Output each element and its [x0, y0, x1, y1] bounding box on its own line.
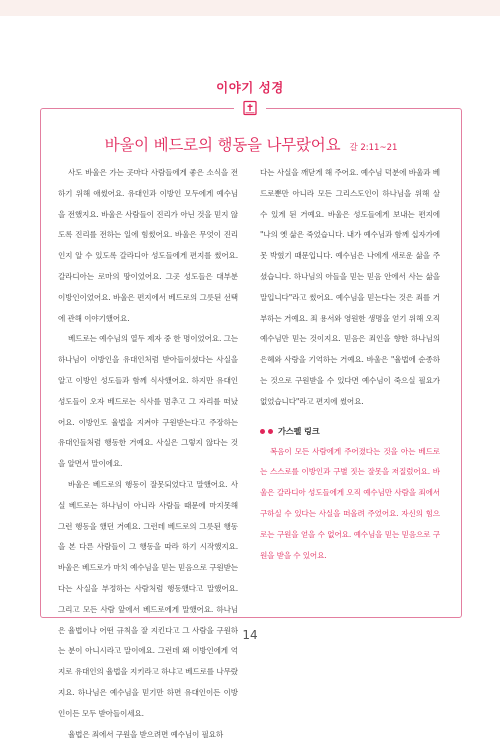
section-title: 이야기 성경: [216, 80, 284, 95]
bible-book-icon: [242, 100, 258, 116]
right-text-column: [260, 163, 440, 566]
bullet-dot-icon: [260, 429, 265, 434]
bullet-dot-icon: [268, 429, 273, 434]
story-title-text: 바울이 베드로의 행동을 나무랐어요: [104, 136, 341, 154]
story-paragraph: 베드로는 예수님의 열두 제자 중 한 명이었어요. 그는 하나님이 이방인을 유대인처럼 받아들이셨다는 사실을 알고 이방인 성도들과 함께 식사했어요. 하지만 유대인 성도들이 오자 베드로는 식사를 멈추고 그 자리를 떠났어요. 이방인도 율법을 지켜야 구원받는다고 주장하는 유대인들처럼 행동한 거예요. 사실은 그렇지 않다는 것을 알면서 말이에요.: [58, 334, 238, 469]
story-paragraph: 율법은 죄에서 구원을 받으려면 예수님이 필요하: [68, 729, 224, 739]
left-text-column: [58, 163, 238, 745]
gospel-link-heading: [260, 421, 440, 442]
scripture-reference: 갈 2:11~21: [349, 143, 398, 153]
story-paragraph: 사도 바울은 가는 곳마다 사람들에게 좋은 소식을 전하기 위해 애썼어요. 유대인과 이방인 모두에게 예수님을 전했지요. 바울은 사람들이 진리가 아닌 것을 믿지 않도록 진리를 전하는 일에 힘썼어요. 바울은 무엇이 진리인지 알 수 있도록 갈라디아 성도들에게 편지를 썼어요. 갈라디아는 로마의 땅이었어요. 그곳 성도들은 대부분 이방인이었어요. 바울은 편지에서 베드로의 그릇된 선택에 관해 이야기했어요.: [58, 168, 238, 323]
top-decorative-strip: [0, 0, 500, 16]
page-number: 14: [242, 628, 258, 642]
gospel-link-heading-text: 가스펠 링크: [278, 425, 320, 436]
gospel-link-text: 복음이 모든 사람에게 주어졌다는 것을 아는 베드로는 스스로를 이방인과 구별 짓는 잘못을 저질렀어요. 바울은 갈라디아 성도들에게 오직 예수님만 사람을 죄에서 구하실 수 있다는 사실을 떠올려 주었어요. 자신의 힘으로는 구원을 얻을 수 없어요. 예수님을 믿는 믿음으로 구원을 받을 수 있어요.: [260, 446, 440, 560]
story-title: [40, 133, 462, 155]
story-paragraph: 다는 사실을 깨닫게 해 주어요. 예수님 덕분에 바울과 베드로뿐만 아니라 모든 그리스도인이 하나님을 위해 살 수 있게 된 거예요. 바울은 성도들에게 보내는 편지에 "나의 옛 삶은 죽었습니다. 내가 예수님과 함께 십자가에 못 박혔기 때문입니다. 예수님은 나에게 새로운 삶을 주셨습니다. 하나님의 아들을 믿는 믿음 안에서 사는 삶을 말입니다"라고 썼어요. 예수님을 믿는다는 것은 죄를 거부하는 거예요. 죄 용서와 영원한 생명을 얻기 위해 오직 예수님만 믿는 것이지요. 믿음은 죄인을 향한 하나님의 은혜와 사랑을 기억하는 거예요. 바울은 "율법에 순종하는 것으로 구원받을 수 있다면 예수님이 죽으실 필요가 없었습니다"라고 편지에 썼어요.: [260, 168, 440, 406]
story-paragraph: 바울은 베드로의 행동이 잘못되었다고 말했어요. 사실 베드로는 하나님이 아니라 사람들 때문에 마지못해 그런 행동을 했던 거예요. 그런데 베드로의 그릇된 행동을 본 다른 사람들이 그 행동을 따라 하기 시작했지요. 바울은 베드로가 마치 예수님을 믿는 믿음으로 구원받는다는 사실을 부정하는 사람처럼 행동했다고 말했어요. 그리고 모든 사람 앞에서 베드로에게 말했어요. 하나님은 율법이나 어떤 규칙을 잘 지킨다고 그 사람을 구원하는 분이 아니시라고 말이에요. 그런데 왜 이방인에게 억지로 유대인의 율법을 지키라고 하냐고 베드로를 나무랐지요. 하나님은 예수님을 믿기만 하면 유대인이든 이방인이든 모두 받아들이세요.: [58, 479, 238, 718]
